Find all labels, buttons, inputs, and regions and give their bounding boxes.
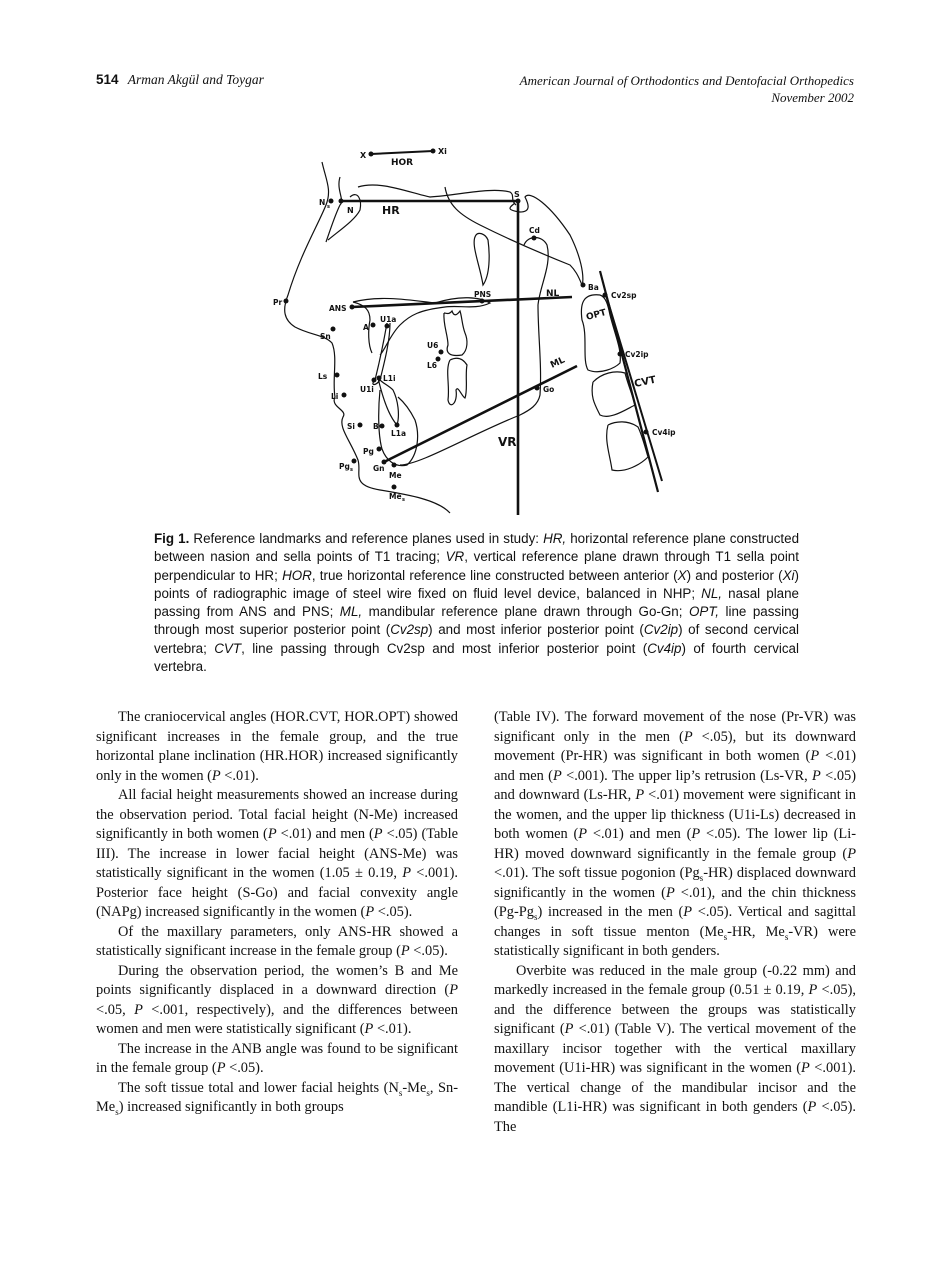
upper-molar-outline [444,311,467,356]
point-u6 [439,350,444,355]
hor-line [371,151,433,154]
point-cd [532,236,537,241]
caption-text: ) and most inferior posterior point ( [428,622,644,638]
point-go [535,386,540,391]
point-ns [329,199,334,204]
point-sn [331,327,336,332]
paragraph: Overbite was reduced in the male group (-0.22 mm) and markedly increased in the female group (0.51 ± 0.19, P <.05), and the difference between the groups was statistically significant (P <.01) (Table V). The vertical movement of the maxillary incisor together with the vertical maxillary movement (U1i-HR) was significant in the women (P <.001). The vertical change of the mandibular incisor and the mandible (L1i-HR) was significant in both genders (P <.05). The [494,962,857,1135]
caption-text: ) points of radiographic image of steel wire fixed on fluid level device, balanced in NHP; [154,567,799,601]
point-me [392,463,397,468]
body-column-right [494,708,856,1137]
caption-text: , vertical reference plane drawn through T1 sella point perpendicular to HR; [154,549,799,583]
label-li: Li [331,392,339,401]
figure-label: Fig 1. [154,531,190,546]
caption-term: VR [445,549,465,565]
label-xi: Xi [438,147,447,156]
label-pgs-sub: s [350,467,353,473]
lower-molar-outline [448,358,467,405]
caption-term: HR, [543,531,567,546]
issue-date: November 2002 [771,90,854,105]
point-mes [392,485,397,490]
label-u1a: U1a [380,315,397,324]
point-pr [284,299,289,304]
label-opt: OPT [585,307,608,323]
label-vr: VR [498,435,517,449]
ml-line [384,366,577,462]
label-gn: Gn [373,464,385,473]
point-u1a [385,324,390,329]
label-pgs: Pg [339,462,350,471]
caption-term: Cv2ip [643,622,679,638]
caption-text: nasal plane passing from ANS and PNS; [154,585,800,620]
paragraph: The increase in the ANB angle was found to be significant in the female group (P <.05). [96,1040,458,1076]
body-column-left [96,708,458,1118]
label-ns-sub: s [327,204,330,210]
ramus-outline [400,238,548,466]
label-l1i: L1i [383,374,396,383]
point-n [339,199,344,204]
caption-text: ) of fourth cervical vertebra. [154,640,799,675]
label-hr: HR [382,204,400,217]
caption-text: horizontal reference plane constructed between nasion and sella points of T1 tracing; [154,531,800,565]
caption-term: Cv4ip [647,640,682,656]
label-mes-sub: s [402,497,405,503]
label-u6: U6 [427,341,439,350]
orbit-tear-outline [474,233,489,285]
label-cv2sp: Cv2sp [611,291,637,300]
cephalometric-tracing [270,135,690,515]
cephalometric-figure [270,135,690,515]
running-header-left [96,72,264,88]
label-ba: Ba [588,283,599,292]
label-ns: N [319,198,326,207]
sella-outline [510,195,583,287]
point-b [380,424,385,429]
point-a [371,323,376,328]
point-x [369,152,374,157]
caption-term: OPT, [688,604,719,620]
caption-term: Cv2sp [390,622,429,638]
point-l1i [377,376,382,381]
point-xi [431,149,436,154]
label-hor: HOR [391,158,414,168]
caption-term: CVT [214,640,242,656]
caption-text: Reference landmarks and reference planes used in study: [189,531,544,546]
label-cd: Cd [529,226,540,235]
point-ls [335,373,340,378]
label-cv4ip: Cv4ip [652,428,676,437]
paragraph: All facial height measurements showed an increase during the observation period. Total facial height (N-Me) increased significantly in both women (P <.01) and men (P <.05) (Table III). The increase in lower facial height (ANS-Me) was statistically significant in the women (1.05 ± 0.19, P <.001). Posterior face height (S-Go) and facial convexity angle (NAPg) increased significantly in the women (P <.05). [96,787,459,920]
point-l1a [395,423,400,428]
caption-text: , true horizontal reference line constructed between anterior ( [311,567,678,583]
point-u1i [372,378,377,383]
label-me: Me [389,471,402,480]
label-si: Si [347,422,355,431]
paragraph: During the observation period, the women’s B and Me points significantly displaced in a downward direction (P <.05, P <.001, respectively), and the differences between women and men were statistically significant (P <.01). [96,962,458,1037]
paragraph: The craniocervical angles (HOR.CVT, HOR.OPT) showed significant increases in the female group, and the true horizontal plane inclination (HR.HOR) increased significantly only in the women (P <.01). [96,709,458,784]
c2-vertebra-outline [581,295,620,372]
point-cv2ip [618,352,623,357]
label-cvt: CVT [633,374,658,390]
label-cv2ip: Cv2ip [625,350,649,359]
point-li [342,393,347,398]
running-header-right [520,72,854,106]
paragraph: (Table IV). The forward movement of the nose (Pr-VR) was significant only in the men (P <.05), but its downward movement (Pr-HR) was significant in both women (P <.01) and men (P <.001). The upper lip’s retrusion (Ls-VR, P <.05) and downward (Ls-HR, P <.01) movement were significant in the women, and the upper lip thickness (U1i-Ls) decreased in both women (P <.01) and men (P <.05). The lower lip (Li-HR) moved downward significantly in the female group (P <.01). The soft tissue pogonion $(Pg_s-HR)$ displaced downward significantly in the women (P <.01), and the chin thickness $(Pg-Pg_s)$ increased in the men (P <.05). Vertical and sagittal changes in soft tissue menton ($Me_s-HR$, $Me_s-VR$) were statistically significant in both genders. [494,709,857,959]
label-b: B [373,422,379,431]
page-number: 514 [96,72,119,87]
point-cv2sp [603,293,608,298]
point-ba [581,283,586,288]
caption-term: Xi [782,567,795,583]
label-a: A [363,323,369,332]
label-sn: Sn [320,332,331,341]
point-cv4ip [644,430,649,435]
label-s: S [514,190,520,199]
caption-term: ML, [339,604,363,620]
point-ans [350,305,355,310]
label-u1i: U1i [360,385,374,394]
caption-text: line passing through most superior posterior point ( [154,604,799,638]
label-ans: ANS [329,304,347,313]
label-pr: Pr [273,298,283,307]
label-go: Go [543,385,555,394]
point-pg [377,447,382,452]
point-s [516,199,521,204]
label-ls: Ls [318,372,328,381]
anatomical-outlines [285,162,648,513]
label-pns: PNS [474,290,492,299]
journal-title: American Journal of Orthodontics and Dentofacial Orthopedics [519,73,854,88]
label-l6: L6 [427,361,437,370]
label-x: X [360,151,367,160]
caption-text: mandibular reference plane drawn through Go-Gn; [362,604,689,620]
label-mes: Me [389,492,402,501]
cvt-line [606,295,662,481]
label-pg: Pg [363,447,374,456]
label-l1a: L1a [391,429,407,438]
caption-text: ) of second cervical vertebra; [154,622,799,656]
figure-caption [154,530,799,676]
lower-incisor-outline [378,378,398,425]
caption-term: HOR [282,567,312,583]
label-ml: ML [549,355,567,371]
point-pns [480,299,485,304]
caption-text: , line passing through Cv2sp and most inferior posterior point ( [241,640,648,656]
paragraph: The soft tissue total and lower facial heights ($N_s-Me_s$, $Sn-Me_s$) increased significantly in both groups [96,1079,458,1117]
caption-term: NL, [701,585,723,601]
running-authors: Arman Akgül and Toygar [127,72,264,87]
label-nl: NL [546,289,560,299]
point-si [358,423,363,428]
label-n: N [347,206,354,215]
point-pgs [352,459,357,464]
paragraph: Of the maxillary parameters, only ANS-HR showed a statistically significant increase in the female group (P <.05). [96,923,458,959]
caption-term: X [677,567,687,583]
soft-tissue-profile [285,162,450,513]
caption-text: ) and posterior ( [686,567,783,583]
